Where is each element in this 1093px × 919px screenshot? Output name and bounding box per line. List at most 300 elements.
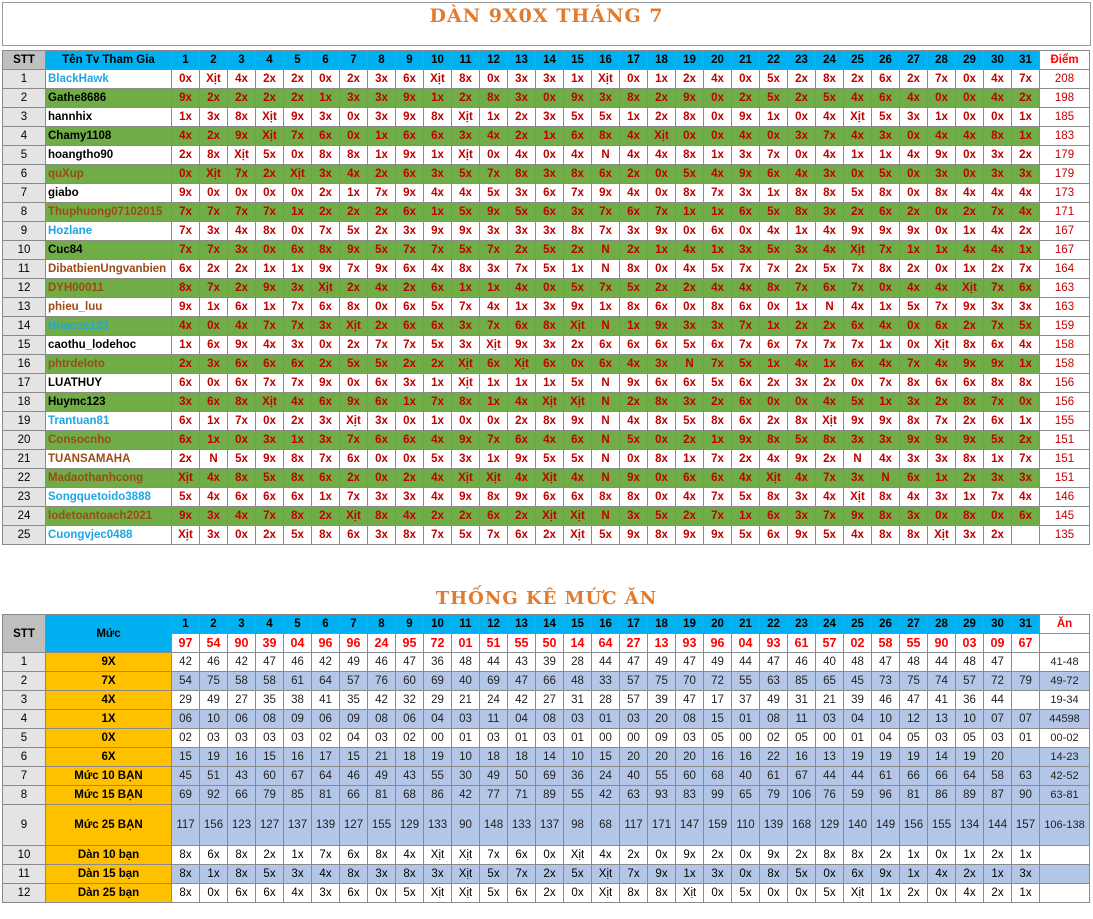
- stats-cell[interactable]: 42: [172, 653, 200, 672]
- day-cell[interactable]: 4x: [900, 488, 928, 507]
- stats-row-number[interactable]: 10: [3, 846, 46, 865]
- stats-cell[interactable]: 0x: [200, 884, 228, 903]
- stats-cell[interactable]: 49: [648, 653, 676, 672]
- member-name[interactable]: Cuongvjec0488: [46, 526, 172, 545]
- day-cell[interactable]: 2x: [368, 317, 396, 336]
- row-number[interactable]: 22: [3, 469, 46, 488]
- stats-cell[interactable]: 47: [676, 691, 704, 710]
- day-cell[interactable]: 0x: [648, 469, 676, 488]
- score-cell[interactable]: 156: [1040, 374, 1090, 393]
- day-cell[interactable]: 4x: [704, 165, 732, 184]
- stats-cell[interactable]: 8x: [816, 846, 844, 865]
- day-cell[interactable]: 6x: [424, 317, 452, 336]
- day-cell[interactable]: 5x: [368, 241, 396, 260]
- stats-cell[interactable]: 75: [200, 672, 228, 691]
- day-cell[interactable]: 6x: [872, 89, 900, 108]
- day-cell[interactable]: 7x: [312, 450, 340, 469]
- day-cell[interactable]: 0x: [172, 70, 200, 89]
- stats-cell[interactable]: 2x: [620, 846, 648, 865]
- row-number[interactable]: 5: [3, 146, 46, 165]
- day-cell[interactable]: 9x: [172, 298, 200, 317]
- stats-cell[interactable]: 5x: [564, 865, 592, 884]
- stats-cell[interactable]: 01: [732, 710, 760, 729]
- day-cell[interactable]: 2x: [900, 260, 928, 279]
- day-cell[interactable]: 3x: [788, 127, 816, 146]
- member-name[interactable]: DibatbienUngvanbien: [46, 260, 172, 279]
- stats-cell[interactable]: 09: [340, 710, 368, 729]
- day-cell[interactable]: Xịt: [480, 469, 508, 488]
- day-cell[interactable]: 2x: [228, 260, 256, 279]
- score-cell[interactable]: 183: [1040, 127, 1090, 146]
- day-cell[interactable]: Xịt: [536, 393, 564, 412]
- day-cell[interactable]: 5x: [564, 450, 592, 469]
- day-cell[interactable]: 5x: [256, 469, 284, 488]
- stats-cell[interactable]: Xịt: [424, 884, 452, 903]
- stats-cell[interactable]: 44: [816, 767, 844, 786]
- stats-cell[interactable]: 64: [312, 672, 340, 691]
- day-cell[interactable]: 4x: [424, 184, 452, 203]
- header-day[interactable]: 18: [648, 51, 676, 70]
- day-cell[interactable]: 7x: [1012, 260, 1040, 279]
- day-cell[interactable]: 3x: [312, 317, 340, 336]
- day-cell[interactable]: 9x: [396, 108, 424, 127]
- day-cell[interactable]: 2x: [200, 89, 228, 108]
- day-cell[interactable]: 0x: [228, 526, 256, 545]
- day-cell[interactable]: 4x: [424, 488, 452, 507]
- day-cell[interactable]: 4x: [256, 336, 284, 355]
- stats-cell[interactable]: 6x: [340, 884, 368, 903]
- day-cell[interactable]: 9x: [396, 184, 424, 203]
- day-cell[interactable]: 2x: [396, 279, 424, 298]
- stats-cell[interactable]: 129: [816, 805, 844, 846]
- stats-row-label[interactable]: Mức 15 BẠN: [46, 786, 172, 805]
- day-cell[interactable]: 7x: [228, 203, 256, 222]
- day-cell[interactable]: 7x: [816, 336, 844, 355]
- stats-cell[interactable]: 67: [788, 767, 816, 786]
- day-cell[interactable]: 8x: [452, 70, 480, 89]
- day-cell[interactable]: 6x: [564, 431, 592, 450]
- day-cell[interactable]: 5x: [508, 203, 536, 222]
- stats-cell[interactable]: 71: [508, 786, 536, 805]
- result-blank[interactable]: [1040, 634, 1090, 653]
- stats-cell[interactable]: 4x: [284, 884, 312, 903]
- day-cell[interactable]: 6x: [760, 165, 788, 184]
- day-cell[interactable]: 1x: [704, 241, 732, 260]
- day-cell[interactable]: 1x: [704, 431, 732, 450]
- stats-cell[interactable]: 1x: [984, 865, 1012, 884]
- stats-cell[interactable]: 40: [732, 767, 760, 786]
- day-cell[interactable]: 5x: [592, 526, 620, 545]
- day-cell[interactable]: Xịt: [816, 412, 844, 431]
- day-cell[interactable]: 4x: [844, 127, 872, 146]
- stats-cell[interactable]: 159: [704, 805, 732, 846]
- day-cell[interactable]: 1x: [284, 260, 312, 279]
- stats-cell[interactable]: 03: [452, 710, 480, 729]
- stats-cell[interactable]: 15: [704, 710, 732, 729]
- stats-cell[interactable]: 13: [816, 748, 844, 767]
- day-cell[interactable]: 0x: [956, 108, 984, 127]
- day-cell[interactable]: 8x: [424, 108, 452, 127]
- day-cell[interactable]: N: [844, 450, 872, 469]
- stats-cell[interactable]: 15: [256, 748, 284, 767]
- stats-an[interactable]: 00-02: [1040, 729, 1090, 748]
- header-day[interactable]: 22: [760, 51, 788, 70]
- day-cell[interactable]: 3x: [732, 146, 760, 165]
- day-cell[interactable]: 6x: [564, 488, 592, 507]
- day-cell[interactable]: 6x: [620, 336, 648, 355]
- day-cell[interactable]: 0x: [648, 431, 676, 450]
- stats-cell[interactable]: 49: [760, 691, 788, 710]
- stats-cell[interactable]: 07: [984, 710, 1012, 729]
- day-cell[interactable]: 0x: [480, 70, 508, 89]
- day-cell[interactable]: 4x: [732, 469, 760, 488]
- day-cell[interactable]: 7x: [340, 488, 368, 507]
- stats-cell[interactable]: 168: [788, 805, 816, 846]
- stats-cell[interactable]: 54: [172, 672, 200, 691]
- day-cell[interactable]: 7x: [928, 412, 956, 431]
- stats-cell[interactable]: 55: [564, 786, 592, 805]
- stats-cell[interactable]: 6x: [340, 846, 368, 865]
- day-cell[interactable]: 0x: [900, 165, 928, 184]
- stats-cell[interactable]: 39: [844, 691, 872, 710]
- day-cell[interactable]: 7x: [424, 526, 452, 545]
- stats-cell[interactable]: 139: [760, 805, 788, 846]
- stats-cell[interactable]: 09: [648, 729, 676, 748]
- day-cell[interactable]: 1x: [956, 260, 984, 279]
- day-cell[interactable]: 4x: [620, 146, 648, 165]
- day-cell[interactable]: 9x: [256, 279, 284, 298]
- day-cell[interactable]: 5x: [760, 203, 788, 222]
- day-cell[interactable]: 2x: [312, 355, 340, 374]
- day-cell[interactable]: Xịt: [452, 355, 480, 374]
- day-cell[interactable]: 1x: [928, 108, 956, 127]
- day-cell[interactable]: 3x: [732, 241, 760, 260]
- day-cell[interactable]: 0x: [956, 89, 984, 108]
- day-cell[interactable]: 8x: [396, 526, 424, 545]
- stats-cell[interactable]: 69: [536, 767, 564, 786]
- stats-cell[interactable]: 66: [228, 786, 256, 805]
- day-cell[interactable]: 7x: [172, 241, 200, 260]
- day-cell[interactable]: 1x: [480, 279, 508, 298]
- day-cell[interactable]: N: [592, 469, 620, 488]
- day-cell[interactable]: 8x: [816, 70, 844, 89]
- stats-cell[interactable]: 50: [508, 767, 536, 786]
- day-cell[interactable]: 4x: [872, 450, 900, 469]
- day-cell[interactable]: 2x: [900, 203, 928, 222]
- day-cell[interactable]: 2x: [452, 507, 480, 526]
- row-number[interactable]: 7: [3, 184, 46, 203]
- day-cell[interactable]: 1x: [172, 108, 200, 127]
- day-cell[interactable]: Xịt: [844, 241, 872, 260]
- stats-cell[interactable]: 137: [536, 805, 564, 846]
- day-cell[interactable]: 8x: [704, 412, 732, 431]
- stats-cell[interactable]: [1012, 691, 1040, 710]
- stats-cell[interactable]: 41: [312, 691, 340, 710]
- result-number[interactable]: 96: [340, 634, 368, 653]
- header-day[interactable]: 27: [900, 51, 928, 70]
- day-cell[interactable]: 6x: [732, 298, 760, 317]
- stats-cell[interactable]: 1x: [900, 846, 928, 865]
- stats-cell[interactable]: [1012, 748, 1040, 767]
- day-cell[interactable]: 3x: [368, 89, 396, 108]
- day-cell[interactable]: 9x: [340, 393, 368, 412]
- stats-cell[interactable]: 05: [704, 729, 732, 748]
- day-cell[interactable]: Xịt: [648, 127, 676, 146]
- day-cell[interactable]: 5x: [704, 260, 732, 279]
- day-cell[interactable]: 9x: [620, 374, 648, 393]
- day-cell[interactable]: 3x: [396, 374, 424, 393]
- stats-header-day[interactable]: 12: [480, 615, 508, 634]
- stats-cell[interactable]: 28: [564, 653, 592, 672]
- score-cell[interactable]: 158: [1040, 355, 1090, 374]
- stats-cell[interactable]: 43: [396, 767, 424, 786]
- stats-cell[interactable]: 58: [228, 672, 256, 691]
- stats-cell[interactable]: 76: [816, 786, 844, 805]
- header-day[interactable]: 4: [256, 51, 284, 70]
- day-cell[interactable]: 8x: [956, 450, 984, 469]
- day-cell[interactable]: 8x: [676, 146, 704, 165]
- stats-header-day[interactable]: 1: [172, 615, 200, 634]
- day-cell[interactable]: 1x: [704, 146, 732, 165]
- day-cell[interactable]: 3x: [228, 241, 256, 260]
- stats-cell[interactable]: 2x: [536, 865, 564, 884]
- day-cell[interactable]: 3x: [368, 488, 396, 507]
- day-cell[interactable]: 1x: [452, 279, 480, 298]
- row-number[interactable]: 23: [3, 488, 46, 507]
- score-cell[interactable]: 135: [1040, 526, 1090, 545]
- stats-cell[interactable]: 09: [284, 710, 312, 729]
- stats-cell[interactable]: 89: [956, 786, 984, 805]
- stats-cell[interactable]: 81: [900, 786, 928, 805]
- stats-cell[interactable]: 1x: [200, 865, 228, 884]
- day-cell[interactable]: Xịt: [844, 108, 872, 127]
- day-cell[interactable]: 3x: [312, 431, 340, 450]
- day-cell[interactable]: 5x: [760, 70, 788, 89]
- day-cell[interactable]: 7x: [592, 203, 620, 222]
- day-cell[interactable]: 3x: [900, 507, 928, 526]
- day-cell[interactable]: 6x: [200, 393, 228, 412]
- stats-cell[interactable]: 18: [396, 748, 424, 767]
- stats-cell[interactable]: 47: [984, 653, 1012, 672]
- day-cell[interactable]: 5x: [816, 260, 844, 279]
- stats-cell[interactable]: 155: [928, 805, 956, 846]
- stats-an[interactable]: [1040, 846, 1090, 865]
- row-number[interactable]: 2: [3, 89, 46, 108]
- stats-cell[interactable]: 37: [732, 691, 760, 710]
- stats-header-day[interactable]: 31: [1012, 615, 1040, 634]
- day-cell[interactable]: 0x: [648, 488, 676, 507]
- day-cell[interactable]: 2x: [256, 165, 284, 184]
- day-cell[interactable]: 4x: [872, 355, 900, 374]
- day-cell[interactable]: 8x: [312, 241, 340, 260]
- stats-cell[interactable]: 63: [760, 672, 788, 691]
- member-name[interactable]: Huymc123: [46, 393, 172, 412]
- stats-header-day[interactable]: 28: [928, 615, 956, 634]
- stats-cell[interactable]: Xịt: [424, 846, 452, 865]
- stats-cell[interactable]: 74: [928, 672, 956, 691]
- stats-header-day[interactable]: 25: [844, 615, 872, 634]
- day-cell[interactable]: 6x: [172, 412, 200, 431]
- day-cell[interactable]: 6x: [984, 336, 1012, 355]
- day-cell[interactable]: 3x: [452, 450, 480, 469]
- day-cell[interactable]: 7x: [732, 317, 760, 336]
- day-cell[interactable]: 6x: [424, 279, 452, 298]
- stats-cell[interactable]: 66: [928, 767, 956, 786]
- day-cell[interactable]: Xịt: [564, 393, 592, 412]
- day-cell[interactable]: 8x: [648, 393, 676, 412]
- day-cell[interactable]: 7x: [284, 127, 312, 146]
- day-cell[interactable]: 5x: [452, 241, 480, 260]
- stats-cell[interactable]: 15: [340, 748, 368, 767]
- day-cell[interactable]: 4x: [228, 317, 256, 336]
- stats-cell[interactable]: 21: [816, 691, 844, 710]
- stats-cell[interactable]: 11: [480, 710, 508, 729]
- day-cell[interactable]: 4x: [508, 279, 536, 298]
- day-cell[interactable]: 1x: [172, 336, 200, 355]
- day-cell[interactable]: 2x: [564, 336, 592, 355]
- day-cell[interactable]: 8x: [676, 184, 704, 203]
- stats-cell[interactable]: 10: [200, 710, 228, 729]
- stats-cell[interactable]: 10: [564, 748, 592, 767]
- day-cell[interactable]: 8x: [508, 165, 536, 184]
- day-cell[interactable]: 4x: [172, 127, 200, 146]
- day-cell[interactable]: 8x: [900, 374, 928, 393]
- day-cell[interactable]: 6x: [480, 507, 508, 526]
- day-cell[interactable]: Xịt: [536, 507, 564, 526]
- day-cell[interactable]: 3x: [200, 526, 228, 545]
- stats-cell[interactable]: 77: [480, 786, 508, 805]
- day-cell[interactable]: 8x: [704, 298, 732, 317]
- stats-cell[interactable]: 47: [256, 653, 284, 672]
- day-cell[interactable]: 1x: [480, 393, 508, 412]
- stats-cell[interactable]: 64: [312, 767, 340, 786]
- day-cell[interactable]: 3x: [536, 108, 564, 127]
- header-day[interactable]: 9: [396, 51, 424, 70]
- day-cell[interactable]: 1x: [788, 222, 816, 241]
- stats-cell[interactable]: 60: [256, 767, 284, 786]
- stats-cell[interactable]: 03: [928, 729, 956, 748]
- day-cell[interactable]: 8x: [956, 507, 984, 526]
- stats-cell[interactable]: 2x: [956, 865, 984, 884]
- day-cell[interactable]: 3x: [452, 336, 480, 355]
- day-cell[interactable]: 6x: [676, 469, 704, 488]
- day-cell[interactable]: 8x: [340, 298, 368, 317]
- day-cell[interactable]: 0x: [480, 412, 508, 431]
- stats-cell[interactable]: 60: [676, 767, 704, 786]
- day-cell[interactable]: 4x: [956, 184, 984, 203]
- day-cell[interactable]: 9x: [844, 412, 872, 431]
- header-day[interactable]: 6: [312, 51, 340, 70]
- result-number[interactable]: 27: [620, 634, 648, 653]
- member-name[interactable]: Cuc84: [46, 241, 172, 260]
- stats-cell[interactable]: 63: [1012, 767, 1040, 786]
- stats-row-number[interactable]: 1: [3, 653, 46, 672]
- day-cell[interactable]: N: [592, 317, 620, 336]
- stats-cell[interactable]: 24: [592, 767, 620, 786]
- day-cell[interactable]: 3x: [200, 355, 228, 374]
- day-cell[interactable]: 2x: [396, 355, 424, 374]
- stats-cell[interactable]: 22: [760, 748, 788, 767]
- day-cell[interactable]: 4x: [564, 469, 592, 488]
- day-cell[interactable]: 3x: [172, 393, 200, 412]
- stats-cell[interactable]: 140: [844, 805, 872, 846]
- day-cell[interactable]: 7x: [648, 203, 676, 222]
- stats-cell[interactable]: 67: [284, 767, 312, 786]
- stats-row-label[interactable]: Mức 10 BẠN: [46, 767, 172, 786]
- day-cell[interactable]: 0x: [620, 70, 648, 89]
- day-cell[interactable]: N: [592, 412, 620, 431]
- day-cell[interactable]: 8x: [592, 488, 620, 507]
- day-cell[interactable]: 4x: [340, 165, 368, 184]
- day-cell[interactable]: 1x: [312, 89, 340, 108]
- day-cell[interactable]: 4x: [984, 241, 1012, 260]
- stats-cell[interactable]: 03: [368, 729, 396, 748]
- row-number[interactable]: 18: [3, 393, 46, 412]
- day-cell[interactable]: 2x: [816, 317, 844, 336]
- day-cell[interactable]: 7x: [788, 336, 816, 355]
- stats-row-number[interactable]: 4: [3, 710, 46, 729]
- stats-cell[interactable]: 29: [424, 691, 452, 710]
- day-cell[interactable]: 9x: [788, 526, 816, 545]
- day-cell[interactable]: 2x: [788, 89, 816, 108]
- day-cell[interactable]: 4x: [228, 70, 256, 89]
- header-day[interactable]: 3: [228, 51, 256, 70]
- day-cell[interactable]: 6x: [732, 412, 760, 431]
- result-number[interactable]: 04: [284, 634, 312, 653]
- stats-cell[interactable]: 00: [592, 729, 620, 748]
- day-cell[interactable]: 3x: [844, 431, 872, 450]
- stats-an[interactable]: [1040, 884, 1090, 903]
- day-cell[interactable]: 0x: [368, 469, 396, 488]
- day-cell[interactable]: 9x: [312, 260, 340, 279]
- stats-row-number[interactable]: 8: [3, 786, 46, 805]
- day-cell[interactable]: 5x: [536, 241, 564, 260]
- day-cell[interactable]: 2x: [648, 108, 676, 127]
- result-number[interactable]: 54: [200, 634, 228, 653]
- day-cell[interactable]: Xịt: [228, 146, 256, 165]
- day-cell[interactable]: Xịt: [480, 336, 508, 355]
- day-cell[interactable]: 7x: [256, 317, 284, 336]
- member-name[interactable]: Songquetoido3888: [46, 488, 172, 507]
- stats-row-number[interactable]: 11: [3, 865, 46, 884]
- member-name[interactable]: phtrdeloto: [46, 355, 172, 374]
- result-number[interactable]: 39: [256, 634, 284, 653]
- day-cell[interactable]: 7x: [284, 374, 312, 393]
- header-day[interactable]: 10: [424, 51, 452, 70]
- day-cell[interactable]: 6x: [396, 260, 424, 279]
- day-cell[interactable]: 9x: [368, 260, 396, 279]
- day-cell[interactable]: 4x: [480, 127, 508, 146]
- day-cell[interactable]: 9x: [844, 507, 872, 526]
- day-cell[interactable]: 0x: [788, 393, 816, 412]
- result-number[interactable]: 50: [536, 634, 564, 653]
- header-score[interactable]: Điểm: [1040, 51, 1090, 70]
- header-day[interactable]: 26: [872, 51, 900, 70]
- day-cell[interactable]: 4x: [788, 165, 816, 184]
- day-cell[interactable]: 7x: [256, 203, 284, 222]
- day-cell[interactable]: 4x: [228, 507, 256, 526]
- day-cell[interactable]: 0x: [760, 298, 788, 317]
- day-cell[interactable]: 2x: [312, 184, 340, 203]
- day-cell[interactable]: 3x: [956, 526, 984, 545]
- day-cell[interactable]: 6x: [872, 70, 900, 89]
- day-cell[interactable]: 6x: [396, 317, 424, 336]
- day-cell[interactable]: 3x: [900, 450, 928, 469]
- day-cell[interactable]: 7x: [172, 203, 200, 222]
- result-number[interactable]: 72: [424, 634, 452, 653]
- score-cell[interactable]: 179: [1040, 165, 1090, 184]
- day-cell[interactable]: 5x: [816, 526, 844, 545]
